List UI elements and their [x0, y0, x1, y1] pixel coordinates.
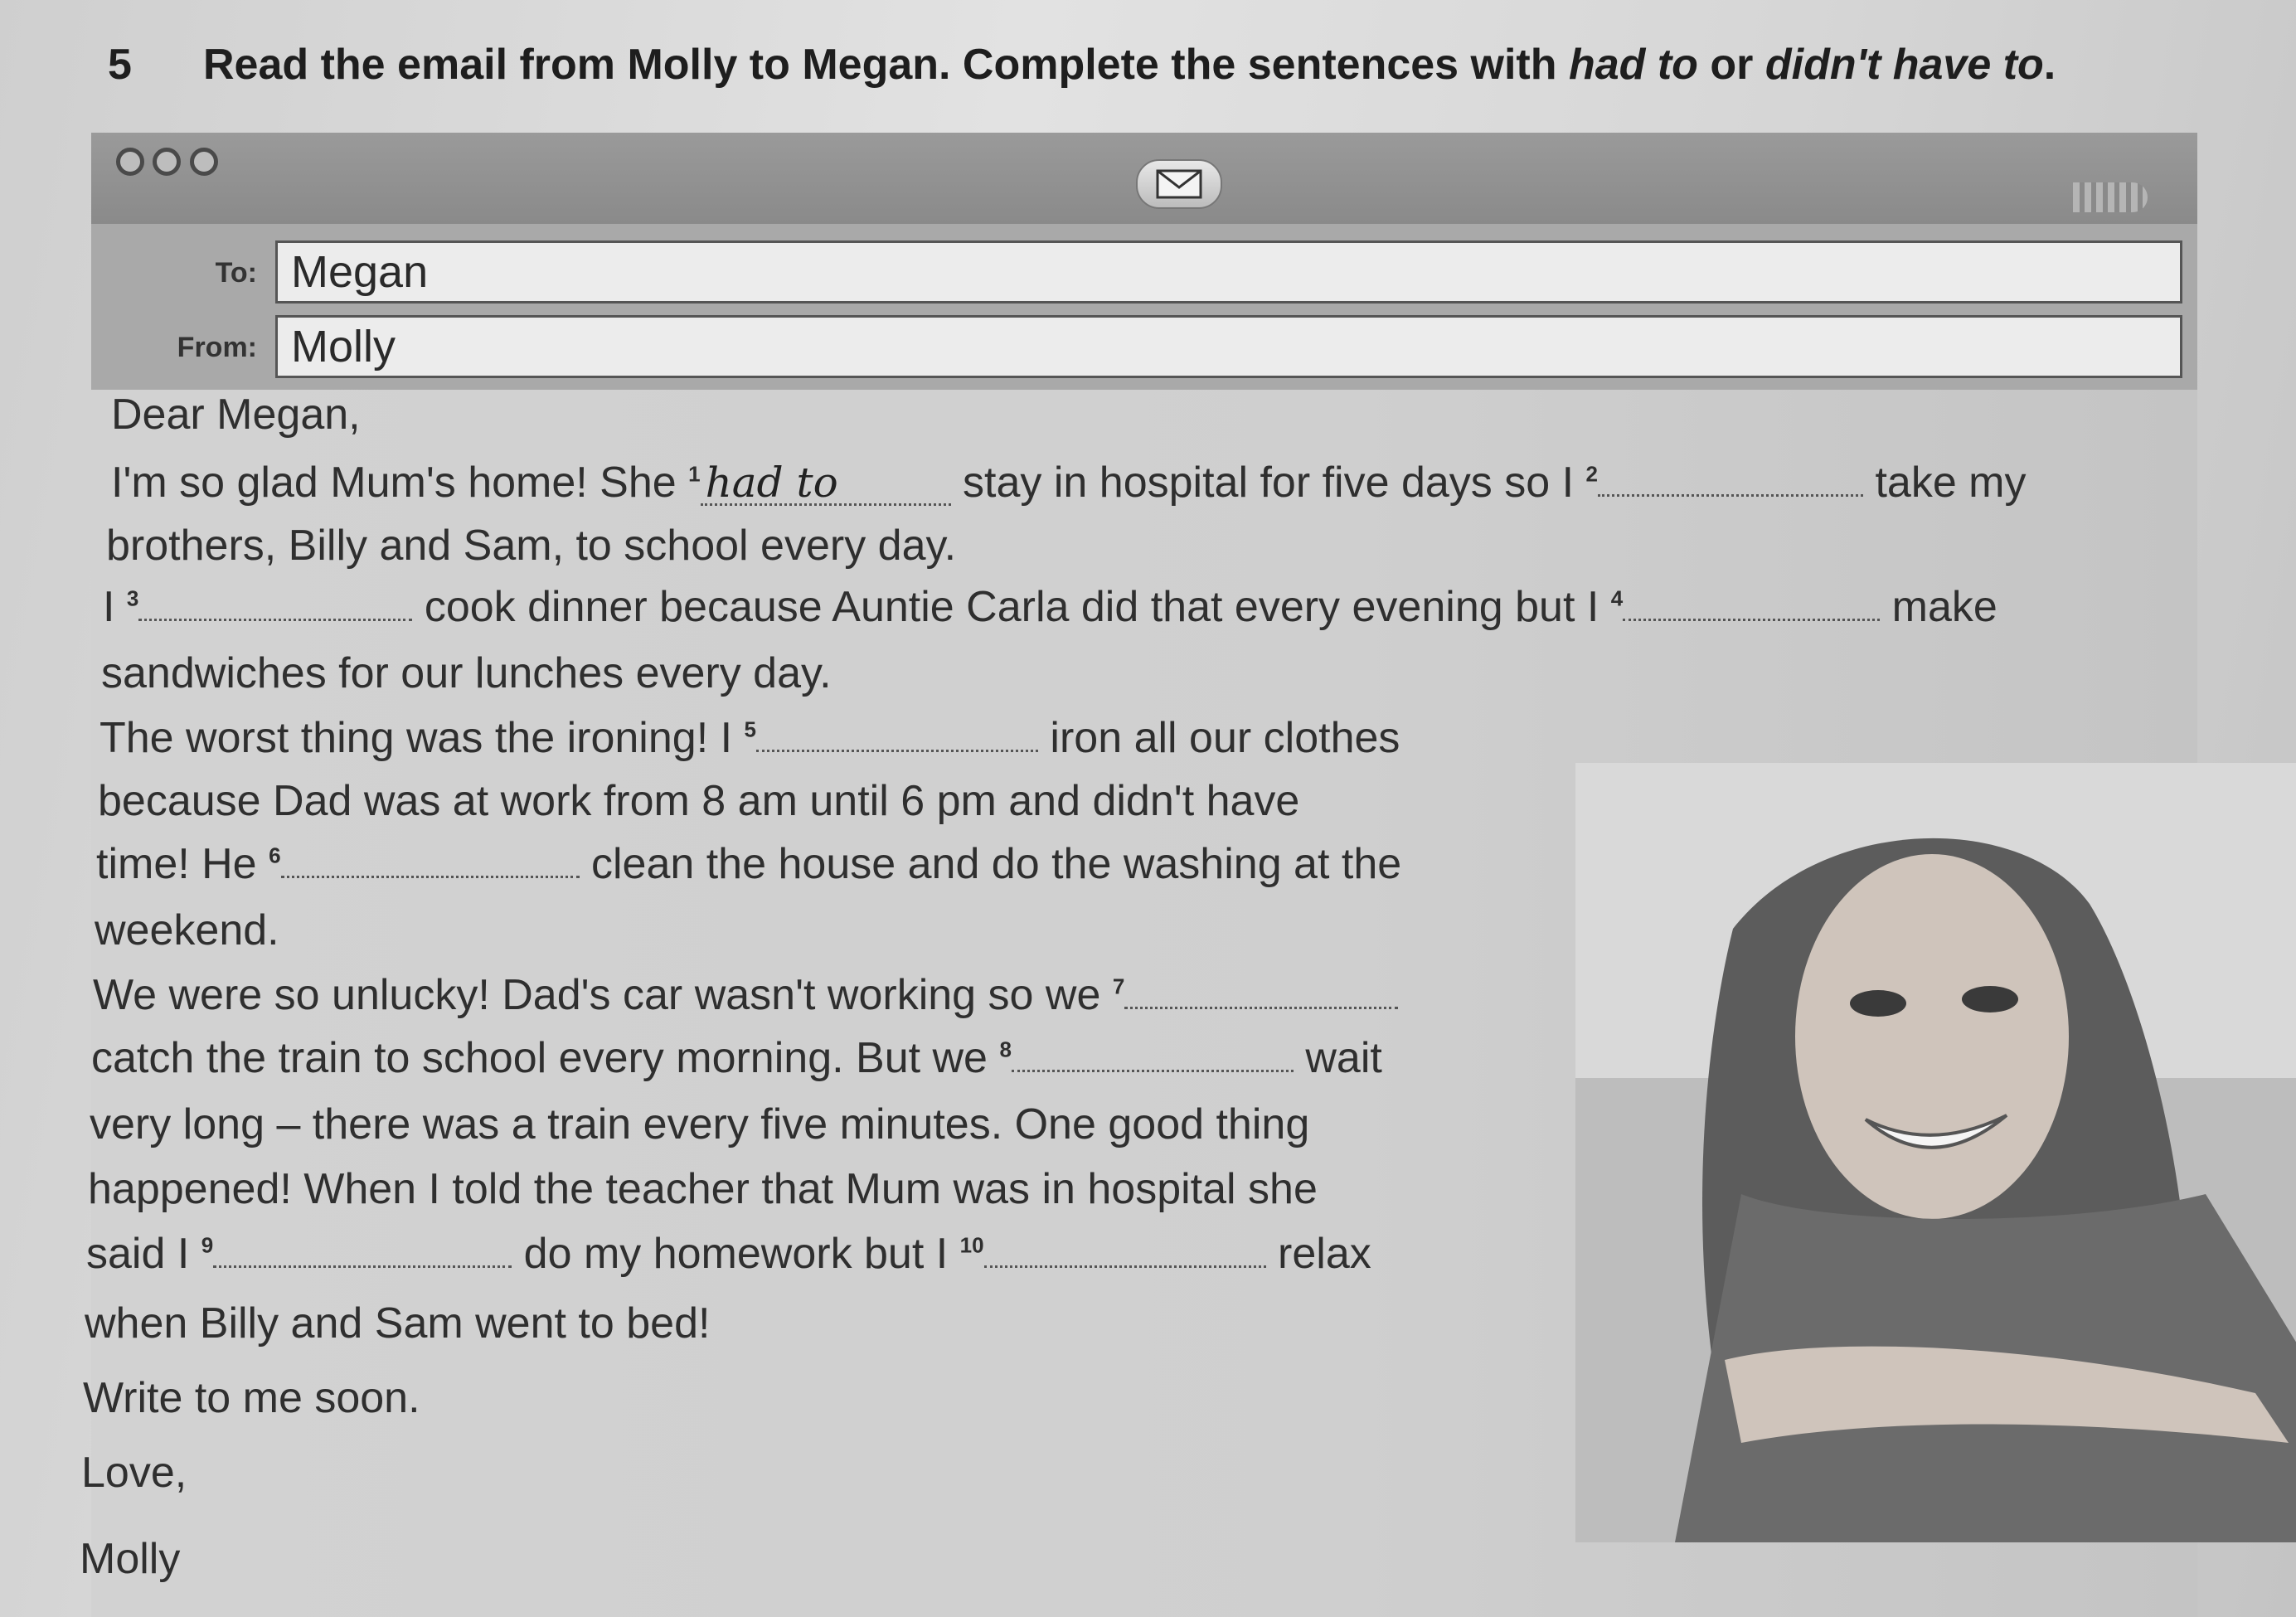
window-controls	[116, 148, 223, 180]
text-segment: said I	[86, 1230, 201, 1278]
body-line-5	[100, 713, 1400, 763]
text-segment: iron all our clothes	[1037, 714, 1400, 762]
closing: Love,	[81, 1449, 187, 1497]
signature: Molly	[80, 1535, 181, 1583]
gap-number: 7	[1112, 974, 1125, 999]
body-line-11: very long – there was a train every five minutes. One good thing	[90, 1100, 1310, 1148]
gap-10-blank[interactable]	[984, 1232, 1266, 1268]
body-line-10	[91, 1033, 1382, 1083]
gap-number: 9	[201, 1232, 214, 1258]
gap-3-blank[interactable]	[138, 585, 412, 621]
body-line-14: when Billy and Sam went to bed!	[85, 1299, 711, 1348]
gap-7-blank[interactable]	[1124, 974, 1398, 1009]
text-segment: I	[103, 583, 127, 631]
gap-number: 5	[744, 716, 756, 742]
titlebar-grip[interactable]	[2073, 182, 2148, 212]
gap-6-blank[interactable]	[281, 842, 580, 878]
gap-4-blank[interactable]	[1623, 585, 1880, 621]
gap-number: 8	[999, 1037, 1012, 1062]
body-line-3	[103, 582, 1997, 632]
text-segment: make	[1880, 583, 1997, 631]
to-label: To:	[215, 257, 257, 289]
gap-number: 3	[126, 585, 139, 611]
greeting: Dear Megan,	[111, 391, 361, 439]
text-segment: take my	[1863, 459, 2027, 507]
envelope-icon[interactable]	[1136, 159, 1222, 209]
from-label: From:	[177, 332, 257, 363]
text-segment: clean the house and do the washing at the	[579, 840, 1402, 888]
text-segment: The worst thing was the ironing! I	[100, 714, 745, 762]
text-segment: cook dinner because Auntie Carla did that every evening but I	[412, 583, 1611, 631]
body-line-4: sandwiches for our lunches every day.	[101, 649, 832, 697]
gap-number: 1	[688, 461, 701, 487]
text-segment: time! He	[96, 840, 269, 888]
body-line-12: happened! When I told the teacher that Mum was in hospital she	[88, 1165, 1318, 1213]
body-line-7	[96, 839, 1401, 889]
gap-number: 4	[1610, 585, 1624, 611]
gap-number: 6	[269, 842, 281, 868]
zoom-dot-icon[interactable]	[190, 148, 218, 176]
gap-number: 2	[1585, 461, 1598, 487]
window-titlebar	[91, 133, 2197, 224]
text-segment: wait	[1293, 1034, 1382, 1082]
photo-girl-smiling	[1575, 763, 2296, 1542]
gap-number: 10	[959, 1232, 984, 1258]
body-line-13	[86, 1229, 1371, 1279]
gap-2-blank[interactable]	[1598, 461, 1863, 497]
instruction-middle: or	[1697, 41, 1765, 89]
body-line-6: because Dad was at work from 8 am until 6 pm and didn't have	[98, 777, 1300, 825]
exercise-heading	[108, 40, 2230, 90]
body-line-2: brothers, Billy and Sam, to school every day.	[106, 522, 957, 570]
text-segment: stay in hospital for five days so I	[950, 459, 1586, 507]
minimize-dot-icon[interactable]	[153, 148, 181, 176]
email-header	[91, 224, 2197, 390]
gap-9-blank[interactable]	[213, 1232, 512, 1268]
text-segment: I'm so glad Mum's home! She	[111, 459, 689, 507]
gap-5-blank[interactable]	[756, 716, 1038, 752]
text-segment: relax	[1265, 1230, 1371, 1278]
body-line-9	[93, 970, 1398, 1020]
text-segment: We were so unlucky! Dad's car wasn't working so we	[93, 971, 1113, 1019]
close-dot-icon[interactable]	[116, 148, 144, 176]
exercise-number: 5	[108, 41, 132, 89]
instruction-suffix: .	[2043, 41, 2056, 89]
gap-8-blank[interactable]	[1012, 1037, 1294, 1072]
instruction-option-a: had to	[1568, 41, 1698, 89]
from-field[interactable]: Molly	[275, 315, 2182, 378]
instruction-prefix: Read the email from Molly to Megan. Complete the sentences with	[203, 41, 1569, 89]
instruction-option-b: didn't have to	[1764, 41, 2044, 89]
body-line-1	[111, 458, 2027, 507]
text-segment: do my homework but I	[512, 1230, 960, 1278]
to-field[interactable]: Megan	[275, 240, 2182, 303]
answer-1: had to	[701, 462, 951, 506]
text-segment: catch the train to school every morning. But we	[91, 1034, 1000, 1082]
sign-off-line: Write to me soon.	[83, 1374, 420, 1422]
body-line-8: weekend.	[95, 906, 279, 954]
